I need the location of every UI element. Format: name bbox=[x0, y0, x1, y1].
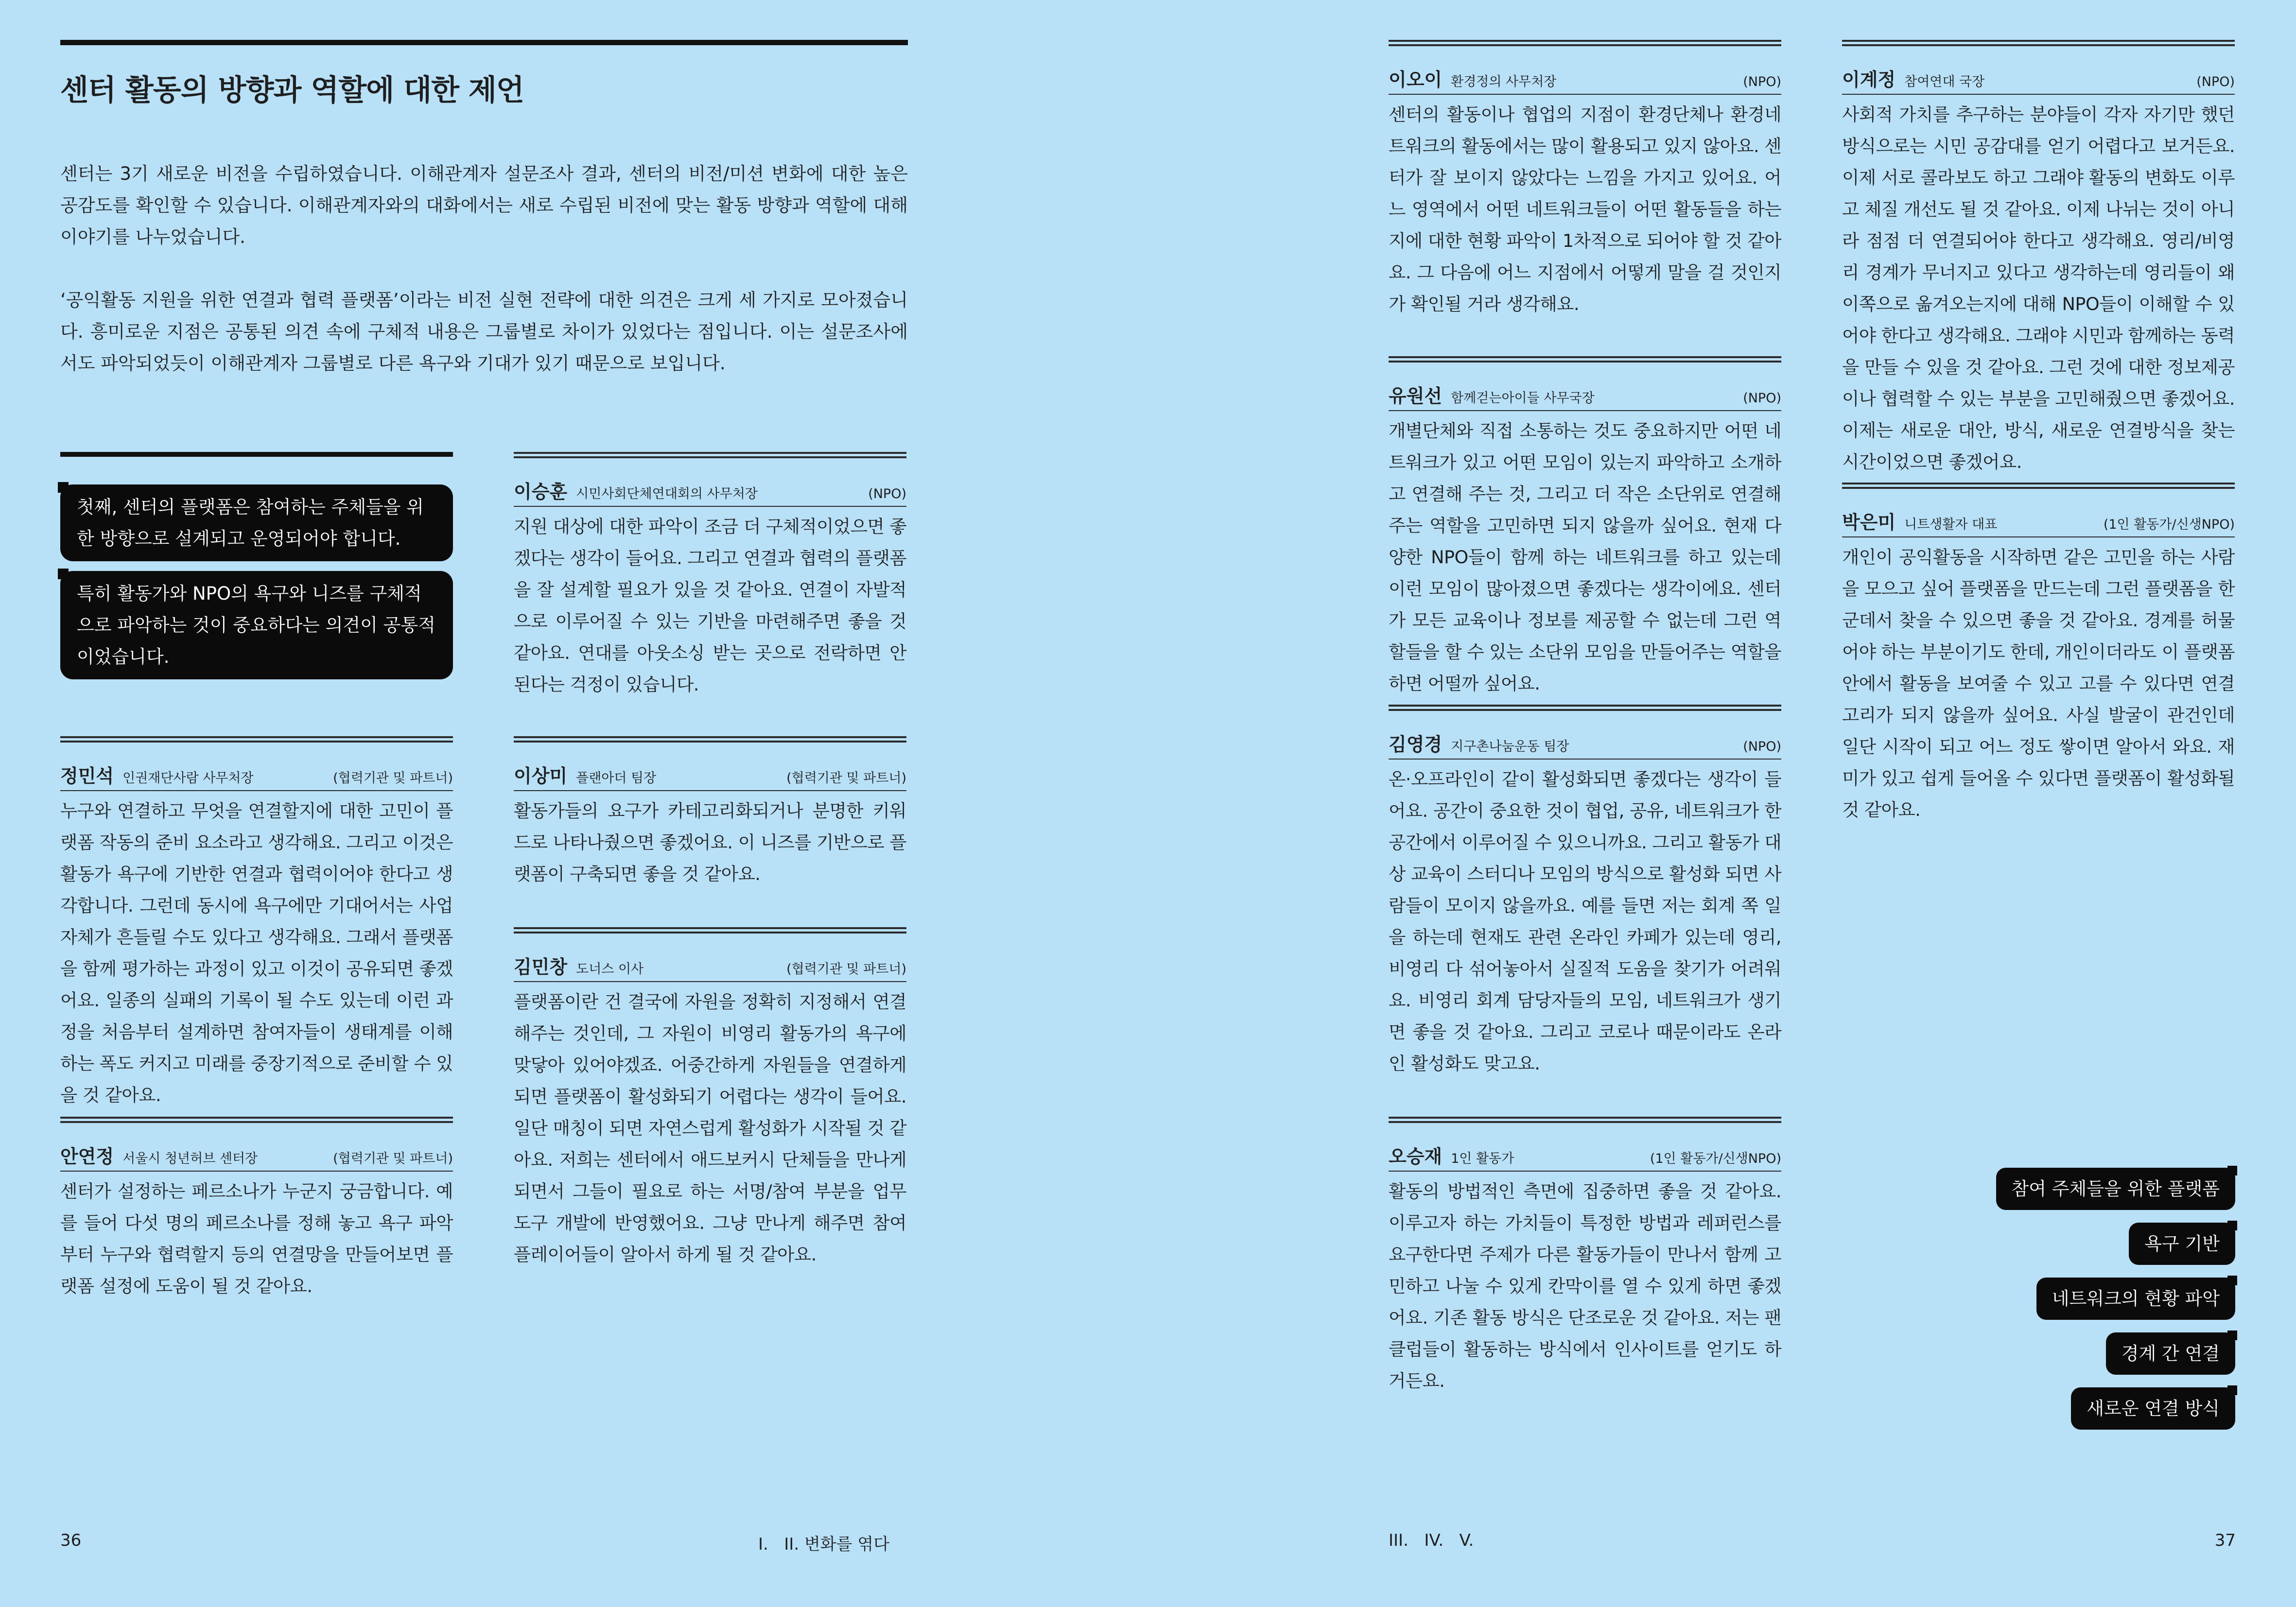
comment-block bbox=[1842, 40, 2235, 478]
comment-divider bbox=[1842, 40, 2235, 46]
comment-text: 활동가들의 요구가 카테고리화되거나 분명한 키워드로 나타나줬으면 좋겠어요. 이 니즈를 기반으로 플랫폼이 구축되면 좋을 것 같아요. bbox=[514, 800, 906, 884]
speaker-name: 정민석 bbox=[60, 765, 114, 787]
comment-header bbox=[514, 761, 906, 791]
comment-header bbox=[1389, 729, 1781, 760]
comment-text: 사회적 가치를 추구하는 분야들이 각자 자기만 했던 방식으로는 시민 공감대를 얻기 어렵다고 보거든요. 이제 서로 콜라보도 하고 그래야 활동의 변화도 이루고 체질 개선도 될 것 같아요. 이제 나뉘는 것이 아니라 점점 더 연결되어야 한다고 생각해요. 영리/비영리 경계가 무너지고 있다고 생각하는데 영리들이 왜 이쪽으로 옮겨오는지에 대해 NPO들이 이해할 수 있어야 한다고 생각해요. 그래야 시민과 함께하는 동력을 만들 수 있을 것 같아요. 그런 것에 대한 정보제공이나 협력할 수 있는 부분을 고민해줬으면 좋겠어요. 이제는 새로운 대안, 방식, 새로운 연결방식을 찾는 시간이었으면 좋겠어요. bbox=[1842, 104, 2235, 472]
speech-bubble: 특히 활동가와 NPO의 욕구와 니즈를 구체적으로 파악하는 것이 중요하다는 의견이 공통적이었습니다. bbox=[60, 571, 453, 679]
page-number: 37 bbox=[2214, 1531, 2236, 1550]
speech-bubble: 첫째, 센터의 플랫폼은 참여하는 주체들을 위한 방향으로 설계되고 운영되어야 합니다. bbox=[60, 484, 453, 561]
comment-text: 지원 대상에 대한 파악이 조금 더 구체적이었으면 좋겠다는 생각이 들어요. 그리고 연결과 협력의 플랫폼을 잘 설계할 필요가 있을 것 같아요. 연결이 자발적으로 이루어질 수 있는 기반을 마련해주면 좋을 것 같아요. 연대를 아웃소싱 받는 곳으로 전락하면 안 된다는 걱정이 있습니다. bbox=[514, 516, 906, 695]
comment-header bbox=[1389, 1141, 1781, 1172]
speaker-group: (NPO) bbox=[2196, 74, 2235, 89]
comment-header bbox=[1842, 65, 2235, 95]
comment-block bbox=[514, 736, 906, 890]
comment-block bbox=[1389, 356, 1781, 699]
speaker-name: 이상미 bbox=[514, 765, 568, 787]
comment-text: 활동의 방법적인 측면에 집중하면 좋을 것 같아요. 이루고자 하는 가치들이 특정한 방법과 레퍼런스를 요구한다면 주제가 다른 활동가들이 만나서 함께 고민하고 나눌 수 있게 칸막이를 열 수 있게 하면 좋겠어요. 기존 활동 방식은 단조로운 것 같아요. 저는 팬클럽들이 활동하는 방식에서 인사이트를 얻기도 하거든요. bbox=[1389, 1181, 1781, 1391]
comment-divider bbox=[1389, 705, 1781, 711]
speaker-group: (NPO) bbox=[1743, 74, 1781, 89]
comment-divider bbox=[514, 736, 906, 743]
running-head: III. IV. V. bbox=[1389, 1531, 1474, 1550]
page-title: 센터 활동의 방향과 역할에 대한 제언 bbox=[60, 73, 524, 107]
speaker-group: (NPO) bbox=[1743, 739, 1781, 754]
comment-text: 플랫폼이란 건 결국에 자원을 정확히 지정해서 연결해주는 것인데, 그 자원이 비영리 활동가의 욕구에 맞닿아 있어야겠죠. 어중간하게 자원들을 연결하게 되면 플랫폼이 활성화되기 어렵다는 생각이 들어요. 일단 매칭이 되면 자연스럽게 활성화가 시작될 것 같아요. 저희는 센터에서 애드보커시 단체들을 만나게 되면서 그들이 필요로 하는 서명/참여 부분을 업무도구 개발에 반영했어요. 그냥 만나게 해주면 참여 플레이어들이 알아서 하게 될 것 같아요. bbox=[514, 991, 906, 1265]
comment-header bbox=[1842, 507, 2235, 537]
speaker-group: (협력기관 및 파트너) bbox=[786, 771, 906, 786]
speaker-group: (협력기관 및 파트너) bbox=[333, 1151, 453, 1166]
keyword-tag: 새로운 연결 방식 bbox=[2071, 1387, 2235, 1430]
speaker-role: 지구촌나눔운동 팀장 bbox=[1451, 739, 1569, 754]
comment-block bbox=[1389, 705, 1781, 1079]
comment-divider bbox=[1389, 40, 1781, 46]
speaker-role: 도너스 이사 bbox=[576, 962, 644, 977]
comment-divider bbox=[514, 452, 906, 458]
speaker-role: 참여연대 국장 bbox=[1904, 74, 1985, 89]
speaker-group: (NPO) bbox=[868, 486, 906, 501]
keyword-tag: 욕구 기반 bbox=[2129, 1223, 2235, 1265]
comment-text: 온·오프라인이 같이 활성화되면 좋겠다는 생각이 들어요. 공간이 중요한 것이 협업, 공유, 네트워크가 한 공간에서 이루어질 수 있으니까요. 그리고 활동가 대상 교육이 스터디나 모임의 방식으로 활성화 되면 사람들이 모이지 않을까요. 예를 들면 저는 회계 쪽 일을 하는데 현재도 관련 온라인 카페가 있는데 영리, 비영리 다 섞어놓아서 실질적 도움을 찾기가 어려워요. 비영리 회계 담당자들의 모임, 네트워크가 생기면 좋을 것 같아요. 그리고 코로나 때문이라도 온라인 활성화도 맞고요. bbox=[1389, 769, 1781, 1074]
title-rule bbox=[60, 40, 908, 45]
speaker-group: (협력기관 및 파트너) bbox=[333, 771, 453, 786]
speaker-name: 유원선 bbox=[1389, 385, 1443, 407]
speaker-name: 이오이 bbox=[1389, 69, 1443, 90]
comment-divider bbox=[1389, 356, 1781, 363]
comment-text: 누구와 연결하고 무엇을 연결할지에 대한 고민이 플랫폼 작동의 준비 요소라고 생각해요. 그리고 이것은 활동가 욕구에 기반한 연결과 협력이어야 한다고 생각합니다. 그런데 동시에 욕구에만 기대어서는 사업 자체가 흔들릴 수도 있다고 생각해요. 그래서 플랫폼을 함께 평가하는 과정이 있고 이것이 공유되면 좋겠어요. 일종의 실패의 기록이 될 수도 있는데 이런 과정을 처음부터 설계하면 참여자들이 생태계를 이해하는 폭도 커지고 미래를 중장기적으로 준비할 수 있을 것 같아요. bbox=[60, 800, 453, 1106]
comment-header bbox=[514, 952, 906, 982]
speaker-role: 함께걷는아이들 사무국장 bbox=[1451, 391, 1595, 406]
page-number: 36 bbox=[60, 1531, 82, 1550]
speaker-name: 이계정 bbox=[1842, 69, 1896, 90]
comment-divider bbox=[1389, 1117, 1781, 1123]
comment-text: 센터의 활동이나 협업의 지점이 환경단체나 환경네트워크의 활동에서는 많이 활용되고 있지 않아요. 센터가 잘 보이지 않았다는 느낌을 가지고 있어요. 어느 영역에서 어떤 네트워크들이 어떤 활동들을 하는지에 대한 현황 파악이 1차적으로 되어야 할 것 같아요. 그 다음에 어느 지점에서 어떻게 말을 걸 것인지가 확인될 거라 생각해요. bbox=[1389, 104, 1781, 314]
running-head: I. II. 변화를 엮다 bbox=[758, 1535, 889, 1554]
comment-header bbox=[60, 761, 453, 791]
bubble-section-rule bbox=[60, 452, 453, 457]
speaker-role: 시민사회단체연대회의 사무처장 bbox=[576, 486, 758, 501]
speaker-role: 서울시 청년허브 센터장 bbox=[122, 1151, 258, 1166]
comment-header bbox=[60, 1141, 453, 1172]
speaker-name: 박은미 bbox=[1842, 512, 1896, 533]
speaker-group: (협력기관 및 파트너) bbox=[786, 962, 906, 977]
comment-block bbox=[514, 927, 906, 1270]
speaker-role: 플랜아더 팀장 bbox=[576, 771, 657, 786]
speaker-role: 니트생활자 대표 bbox=[1904, 517, 1998, 532]
comment-block bbox=[60, 1117, 453, 1302]
comment-divider bbox=[60, 736, 453, 743]
comment-divider bbox=[60, 1117, 453, 1123]
speaker-name: 김민창 bbox=[514, 956, 568, 978]
speaker-group: (1인 활동가/신생NPO) bbox=[2103, 517, 2235, 532]
speaker-role: 인권재단사람 사무처장 bbox=[122, 771, 254, 786]
keyword-tag: 경계 간 연결 bbox=[2106, 1332, 2235, 1375]
comment-text: 개별단체와 직접 소통하는 것도 중요하지만 어떤 네트워크가 있고 어떤 모임이 있는지 파악하고 소개하고 연결해 주는 것, 그리고 더 작은 소단위로 연결해 주는 역할을 고민하면 되지 않을까 싶어요. 현재 다양한 NPO들이 함께 하는 네트워크를 하고 있는데 이런 모임이 많아졌으면 좋겠다는 생각이에요. 센터가 모든 교육이나 정보를 제공할 수 없는데 그런 역할들을 할 수 있는 소단위 모임을 만들어주는 역할을 하면 어떨까 싶어요. bbox=[1389, 420, 1781, 694]
speaker-group: (NPO) bbox=[1743, 391, 1781, 406]
speaker-role: 환경정의 사무처장 bbox=[1451, 74, 1557, 89]
comment-block bbox=[514, 452, 906, 700]
comment-block bbox=[1389, 1117, 1781, 1397]
comment-divider bbox=[1842, 483, 2235, 489]
keyword-tag: 네트워크의 현황 파악 bbox=[2036, 1278, 2235, 1320]
comment-block bbox=[60, 736, 453, 1111]
comment-text: 센터가 설정하는 페르소나가 누군지 궁금합니다. 예를 들어 다섯 명의 페르소나를 정해 놓고 욕구 파악부터 누구와 협력할지 등의 연결망을 만들어보면 플랫폼 설정에 도움이 될 것 같아요. bbox=[60, 1181, 453, 1296]
comment-header bbox=[1389, 381, 1781, 411]
keyword-tag: 참여 주체들을 위한 플랫폼 bbox=[1996, 1168, 2235, 1210]
intro-text bbox=[60, 158, 908, 379]
comment-header bbox=[1389, 65, 1781, 95]
comment-block bbox=[1389, 40, 1781, 320]
speaker-name: 김영경 bbox=[1389, 734, 1443, 755]
intro-paragraph: 센터는 3기 새로운 비전을 수립하였습니다. 이해관계자 설문조사 결과, 센터의 비전/미션 변화에 대한 높은 공감도를 확인할 수 있습니다. 이해관계자와의 대화에서는 새로 수립된 비전에 맞는 활동 방향과 역할에 대해 이야기를 나누었습니다. bbox=[60, 163, 908, 247]
speaker-name: 이승훈 bbox=[514, 481, 568, 502]
speaker-name: 안연정 bbox=[60, 1146, 114, 1167]
comment-text: 개인이 공익활동을 시작하면 같은 고민을 하는 사람을 모으고 싶어 플랫폼을 만드는데 그런 플랫폼을 한 군데서 찾을 수 있으면 좋을 것 같아요. 경계를 허물어야 하는 부분이기도 한데, 개인이더라도 이 플랫폼 안에서 활동을 보여줄 수 있고 고를 수 있다면 연결고리가 되지 않을까 싶어요. 사실 발굴이 관건인데 일단 시작이 되고 어느 정도 쌓이면 알아서 와요. 재미가 있고 쉽게 들어올 수 있다면 플랫폼이 활성화될 것 같아요. bbox=[1842, 547, 2235, 820]
comment-divider bbox=[514, 927, 906, 933]
comment-header bbox=[514, 477, 906, 507]
intro-paragraph: ‘공익활동 지원을 위한 연결과 협력 플랫폼’이라는 비전 실현 전략에 대한 의견은 크게 세 가지로 모아졌습니다. 흥미로운 지점은 공통된 의견 속에 구체적 내용은 그룹별로 차이가 있었다는 점입니다. 이는 설문조사에서도 파악되었듯이 이해관계자 그룹별로 다른 욕구와 기대가 있기 때문으로 보입니다. bbox=[60, 290, 908, 374]
comment-block bbox=[1842, 483, 2235, 826]
speaker-role: 1인 활동가 bbox=[1451, 1151, 1514, 1166]
speaker-group: (1인 활동가/신생NPO) bbox=[1650, 1151, 1781, 1166]
speaker-name: 오승재 bbox=[1389, 1146, 1443, 1167]
